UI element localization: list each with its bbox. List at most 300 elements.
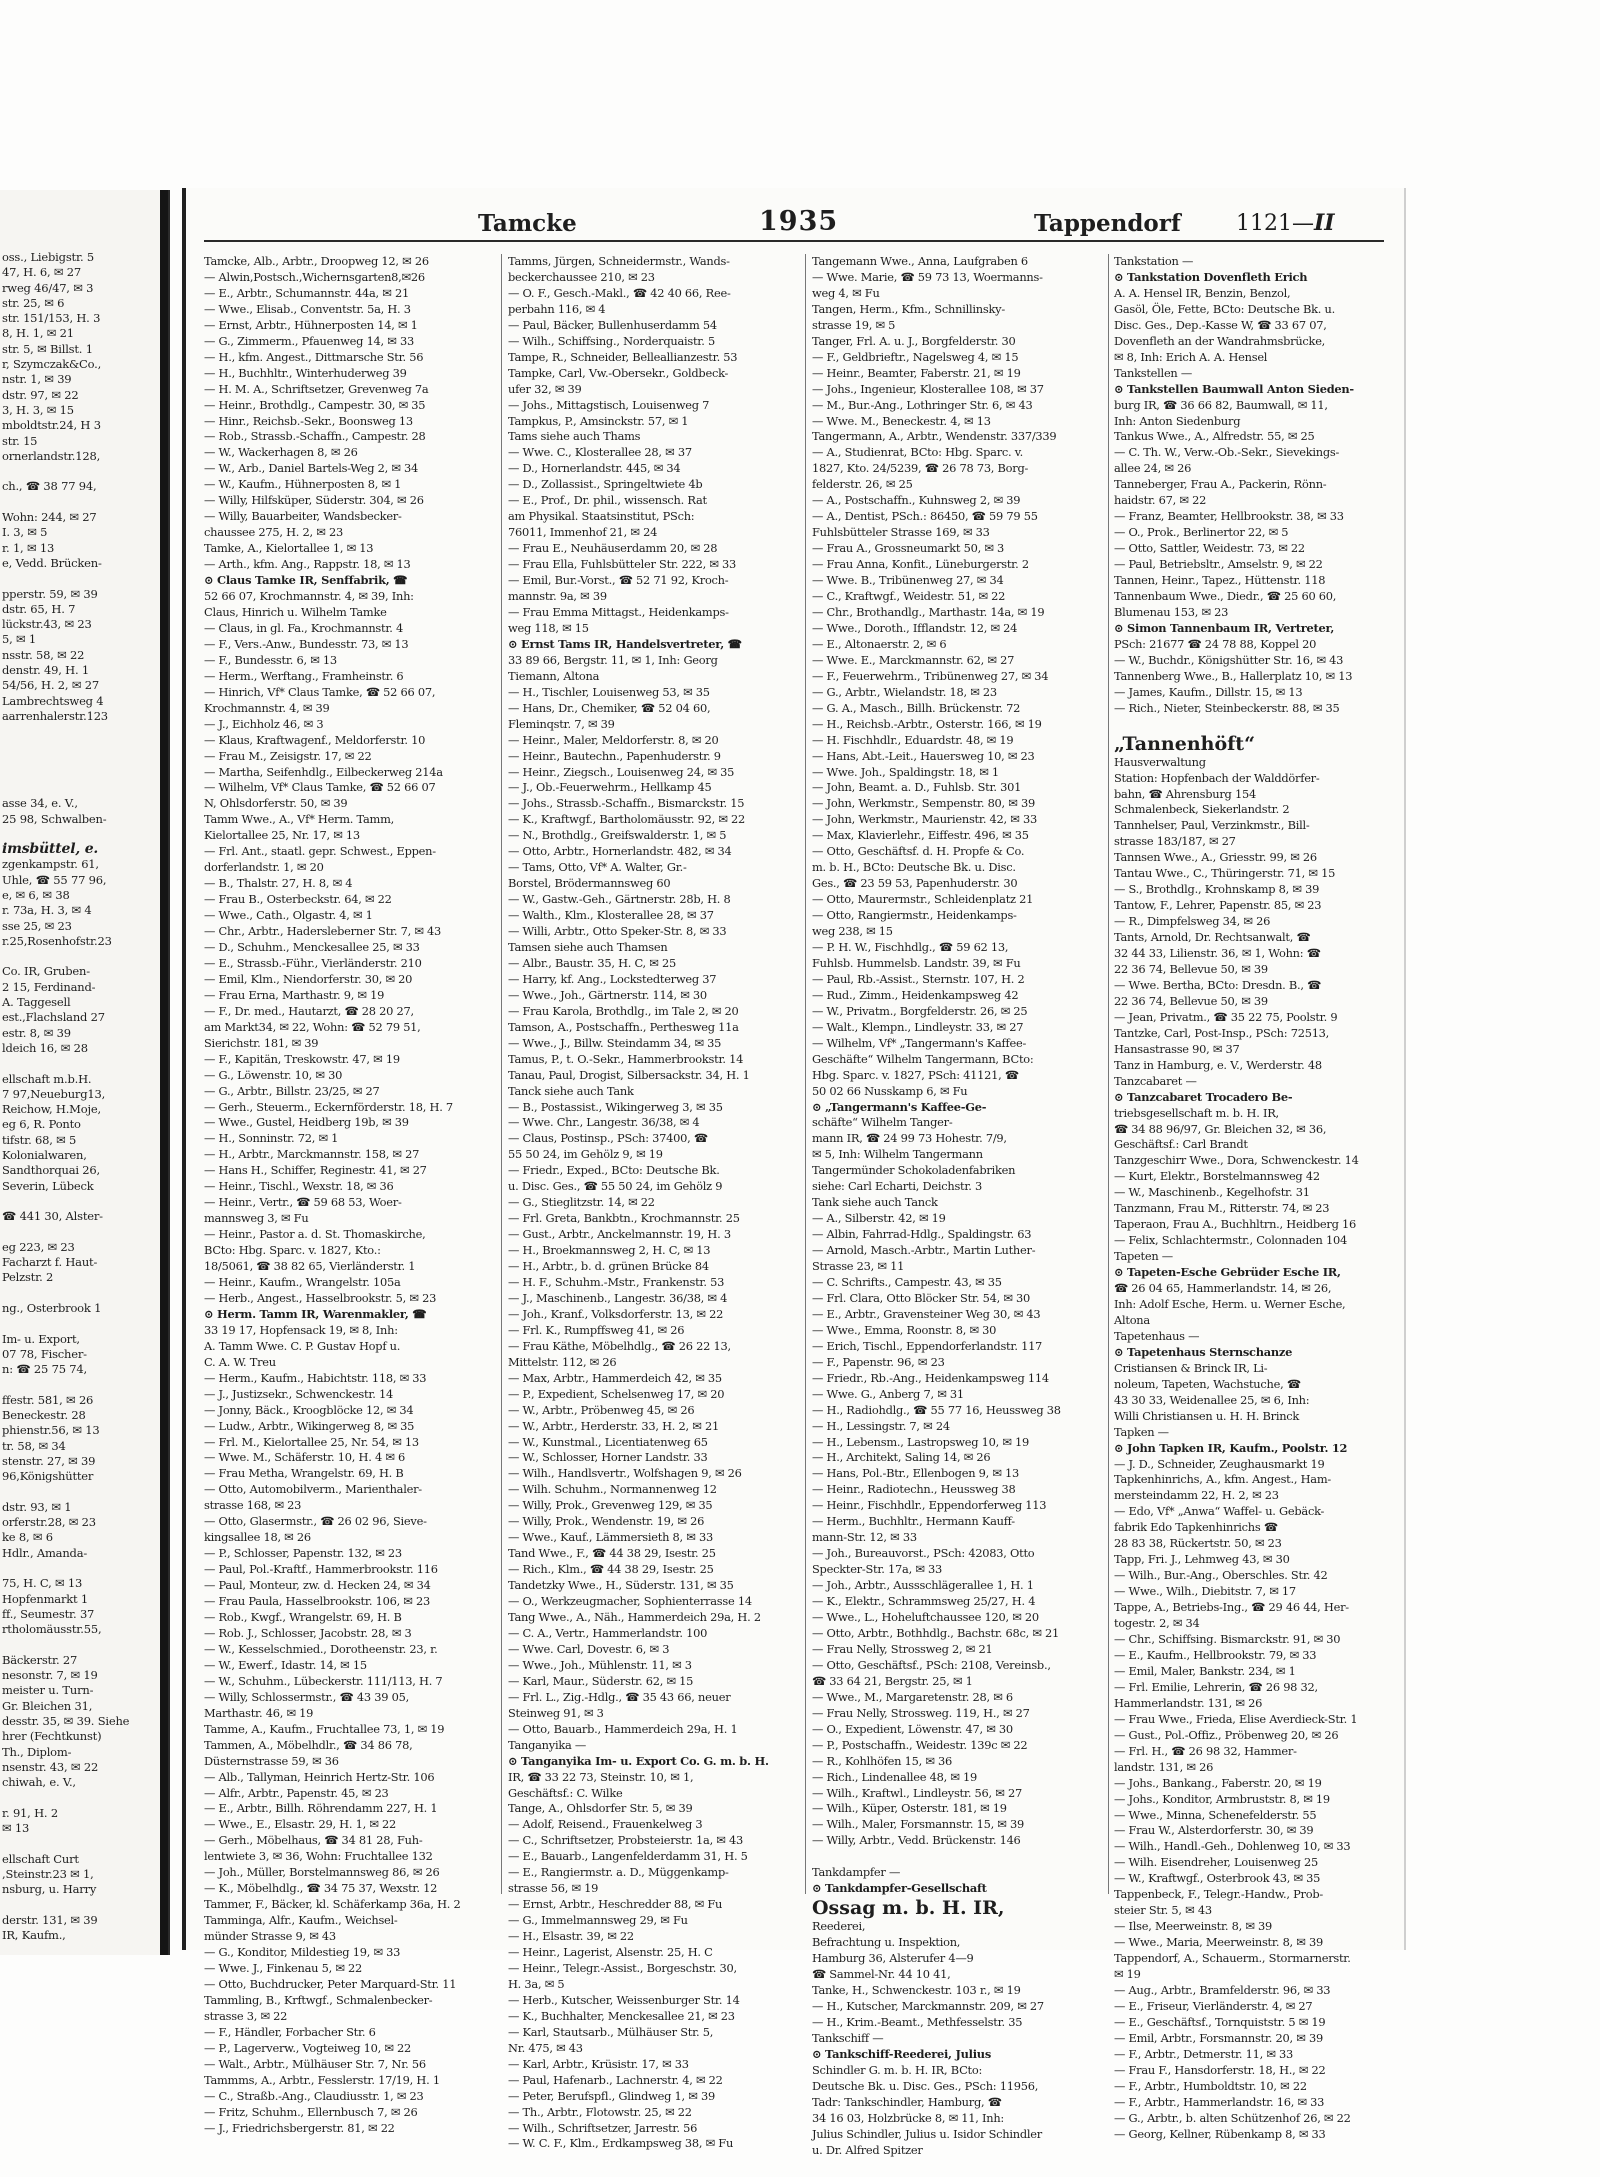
directory-entry: — Ernst, Arbtr., Heschredder 88, ✉ Fu (508, 1897, 723, 1912)
directory-entry: — Frau E., Neuhäuserdamm 20, ✉ 28 (508, 541, 718, 556)
directory-entry: — H., Reichsb.-Arbtr., Osterstr. 166, ✉ 19 (812, 716, 1042, 731)
directory-entry: u. Dr. Alfred Spitzer (812, 2142, 923, 2157)
directory-entry: — Heinr., Lagerist, Alsenstr. 25, H. C (508, 1945, 713, 1960)
directory-entry: 22 36 74, Bellevue 50, ✉ 39 (1114, 961, 1268, 976)
directory-entry: Schindler G. m. b. H. IR, BCto: (812, 2062, 983, 2077)
directory-entry: — Rob. J., Schlosser, Jacobstr. 28, ✉ 3 (204, 1625, 412, 1640)
directory-entry: — Ilse, Meerweinstr. 8, ✉ 39 (1114, 1919, 1273, 1934)
directory-entry: — Frau Metha, Wrangelstr. 69, H. B (204, 1466, 404, 1481)
directory-entry: — J. D., Schneider, Zeughausmarkt 19 (1114, 1456, 1325, 1471)
previous-page-line: Facharzt f. Haut- (2, 1255, 98, 1270)
directory-entry: — Karl, Arbtr., Krüsistr. 17, ✉ 33 (508, 2056, 689, 2071)
previous-page-line: Gr. Bleichen 31, (2, 1698, 93, 1713)
directory-entry: — Heinr., Fischhdlr., Eppendorferweg 113 (812, 1498, 1047, 1513)
directory-entry: — Frl. K., Rumpffsweg 41, ✉ 26 (508, 1322, 685, 1337)
previous-page-line (2, 1286, 152, 1301)
directory-entry: — Frau Erna, Marthastr. 9, ✉ 19 (204, 987, 385, 1002)
directory-entry: Tamson, A., Postschaffn., Perthesweg 11a (508, 1019, 739, 1034)
directory-entry: — Wwe., L., Hoheluftchaussee 120, ✉ 20 (812, 1610, 1039, 1625)
directory-entry: — Otto, Rangiermstr., Heidenkamps- (812, 908, 1017, 923)
previous-page-gap (2, 724, 152, 796)
directory-entry: — P., Schlosser, Papenstr. 132, ✉ 23 (204, 1546, 402, 1561)
previous-page-line: str. 25, ✉ 6 (2, 295, 65, 310)
directory-entry: — Frau B., Osterbeckstr. 64, ✉ 22 (204, 892, 392, 907)
previous-page-line: e, ✉ 6, ✉ 38 (2, 887, 70, 902)
directory-entry: ☎ 33 64 21, Bergstr. 25, ✉ 1 (812, 1673, 973, 1688)
directory-entry: — Wwe. Joh., Spaldingstr. 18, ✉ 1 (812, 764, 999, 779)
directory-entry: — Walt., Arbtr., Mülhäuser Str. 7, Nr. 56 (204, 2056, 426, 2071)
directory-entry: — Claus, in gl. Fa., Krochmannstr. 4 (204, 620, 404, 635)
directory-entry: Ossag m. b. H. IR, (812, 1897, 1005, 1920)
directory-entry: — Frau Emma Mittagst., Heidenkamps- (508, 604, 729, 619)
directory-entry: A. Tamm Wwe. C. P. Gustav Hopf u. (204, 1338, 401, 1353)
directory-entry: Tankus Wwe., A., Alfredstr. 55, ✉ 25 (1114, 429, 1315, 444)
previous-page-line (2, 1836, 152, 1851)
directory-entry: Tandetzky Wwe., H., Süderstr. 131, ✉ 35 (508, 1578, 734, 1593)
directory-entry: — Otto, Geschäftsf. d. H. Propfe & Co. (812, 844, 1025, 859)
directory-entry: — Wwe., Kauf., Lämmersieth 8, ✉ 33 (508, 1530, 713, 1545)
previous-page-line: IR, Kaufm., (2, 1928, 66, 1943)
directory-entry: ⊙ Tapetenhaus Sternschanze (1114, 1344, 1293, 1359)
directory-entry: Tang Wwe., A., Näh., Hammerdeich 29a, H. 2 (508, 1610, 761, 1625)
directory-entry: — Rob., Strassb.-Schaffn., Campestr. 28 (204, 429, 426, 444)
directory-entry: — Herm., Kaufm., Habichtstr. 118, ✉ 33 (204, 1370, 427, 1385)
previous-page-line: phienstr.56, ✉ 13 (2, 1423, 100, 1438)
column-divider (501, 254, 502, 1894)
directory-entry: — Joh., Arbtr., Aussschlägerallee 1, H. 1 (812, 1578, 1034, 1593)
directory-entry: — Wwe. M., Beneckestr. 4, ✉ 13 (812, 413, 991, 428)
directory-entry: — E., Prof., Dr. phil., wissensch. Rat (508, 493, 707, 508)
directory-entry: — W., Maschinenb., Kegelhofstr. 31 (1114, 1185, 1310, 1200)
directory-entry: — Frau Nelly, Strossweg. 119, H., ✉ 27 (812, 1705, 1030, 1720)
previous-page-line: nsburg, u. Harry (2, 1882, 97, 1897)
directory-entry: strasse 183/187, ✉ 27 (1114, 834, 1236, 849)
directory-entry: Blumenau 153, ✉ 23 (1114, 604, 1229, 619)
directory-entry: Geschäfte“ Wilhelm Tangermann, BCto: (812, 1051, 1034, 1066)
directory-entry: — Wwe. J., Finkenau 5, ✉ 22 (204, 1960, 363, 1975)
directory-entry: Tadr: Tankschindler, Hamburg, ☎ (812, 2094, 1002, 2109)
directory-entry: — Arnold, Masch.-Arbtr., Martin Luther- (812, 1243, 1036, 1258)
previous-page-line: Beneckestr. 28 (2, 1408, 86, 1423)
directory-entry: — Wilh., Handlsvertr., Wolfshagen 9, ✉ 26 (508, 1466, 742, 1481)
page-header (186, 202, 1404, 242)
directory-entry: — F., Arbtr., Detmerstr. 11, ✉ 33 (1114, 2046, 1294, 2061)
previous-page-line: chiwah, e. V., (2, 1775, 76, 1790)
directory-entry: — Chr., Brothandlg., Marthastr. 14a, ✉ 19 (812, 604, 1045, 619)
directory-entry: — James, Kaufm., Dillstr. 15, ✉ 13 (1114, 684, 1303, 699)
directory-entry: Marthastr. 46, ✉ 19 (204, 1705, 314, 1720)
directory-entry: ⊙ Tankstation Dovenfleth Erich (1114, 269, 1308, 284)
directory-entry: Tamms, Jürgen, Schneidermstr., Wands- (508, 254, 730, 268)
directory-entry: — Heinr., Telegr.-Assist., Borgeschstr. 30, (508, 1960, 737, 1975)
previous-page-line: 07 78, Fischer- (2, 1346, 87, 1361)
directory-entry: — Frl. Emilie, Lehrerin, ☎ 26 98 32, (1114, 1679, 1318, 1694)
directory-entry: felderstr. 26, ✉ 25 (812, 477, 913, 492)
directory-entry: — N., Brothdlg., Greifswalderstr. 1, ✉ 5 (508, 828, 727, 843)
directory-entry: ☎ 34 88 96/97, Gr. Bleichen 32, ✉ 36, (1114, 1121, 1327, 1136)
previous-page-line: Pelzstr. 2 (2, 1270, 54, 1285)
directory-entry: — Heinr., Ziegsch., Louisenweg 24, ✉ 35 (508, 764, 735, 779)
directory-entry: — Johs., Konditor, Armbruststr. 8, ✉ 19 (1114, 1791, 1330, 1806)
directory-entry: — C. Th. W., Verw.-Ob.-Sekr., Sievekings- (1114, 445, 1340, 460)
directory-entry: — John, Werkmstr., Sempenstr. 80, ✉ 39 (812, 796, 1035, 811)
directory-entry: ☎ 26 04 65, Hammerlandstr. 14, ✉ 26, (1114, 1281, 1332, 1296)
directory-entry: Hammerlandstr. 131, ✉ 26 (1114, 1695, 1263, 1710)
directory-entry: — Heinr., Brothdlg., Campestr. 30, ✉ 35 (204, 397, 426, 412)
previous-page-line: meister u. Turn- (2, 1683, 94, 1698)
directory-entry: siehe: Carl Echarti, Deichstr. 3 (812, 1179, 983, 1194)
directory-entry: — P. H. W., Fischhdlg., ☎ 59 62 13, (812, 939, 1009, 954)
directory-entry: — J., Ob.-Feuerwehrm., Hellkamp 45 (508, 780, 712, 795)
directory-entry: — G., Löwenstr. 10, ✉ 30 (204, 1067, 343, 1082)
previous-page-line: Hopfenmarkt 1 (2, 1591, 89, 1606)
directory-entry: — B., Postassist., Wikingerweg 3, ✉ 35 (508, 1099, 723, 1114)
previous-page-line: aarrenhalerstr.123 (2, 708, 108, 723)
directory-entry: Hausverwaltung (1114, 754, 1206, 769)
directory-entry: — G., Stieglitzstr. 14, ✉ 22 (508, 1195, 655, 1210)
directory-entry: — A., Dentist, PSch.: 86450, ☎ 59 79 55 (812, 509, 1038, 524)
directory-entry: — Frl. Ant., staatl. gepr. Schwest., Eppen- (204, 844, 436, 859)
directory-entry: bahn, ☎ Ahrensburg 154 (1114, 786, 1256, 801)
directory-entry: — Heinr., Vertr., ☎ 59 68 53, Woer- (204, 1195, 402, 1210)
directory-entry: — Paul, Rb.-Assist., Sternstr. 107, H. 2 (812, 971, 1025, 986)
directory-entry: am Markt34, ✉ 22, Wohn: ☎ 52 79 51, (204, 1019, 421, 1034)
directory-entry: Cristiansen & Brinck IR, Li- (1114, 1360, 1268, 1375)
directory-entry: PSch: 21677 ☎ 24 78 88, Koppel 20 (1114, 636, 1317, 651)
directory-entry: Borstel, Brödermannsweg 60 (508, 876, 671, 891)
directory-entry: Tanke, H., Schwenckestr. 103 r., ✉ 19 (812, 1982, 1021, 1997)
previous-page-line: r. 73a, H. 3, ✉ 4 (2, 903, 92, 918)
directory-entry: Inh: Adolf Esche, Herm. u. Werner Esche, (1114, 1297, 1346, 1311)
directory-entry: Tand Wwe., F., ☎ 44 38 29, Isestr. 25 (508, 1546, 716, 1561)
directory-entry: — Heinr., Tischl., Wexstr. 18, ✉ 36 (204, 1179, 394, 1194)
directory-entry: Tangermann, A., Arbtr., Wendenstr. 337/339 (812, 429, 1057, 444)
directory-entry: — Willy, Schlossermstr., ☎ 43 39 05, (204, 1689, 409, 1704)
directory-entry: Tapp, Fri. J., Lehmweg 43, ✉ 30 (1114, 1552, 1290, 1567)
directory-entry: Tankstation — (1114, 254, 1194, 268)
directory-entry: — Wilh., Schiffsing., Norderquaistr. 5 (508, 333, 715, 348)
directory-entry: — E., Strassb.-Führ., Vierländerstr. 210 (204, 955, 422, 970)
directory-entry: strasse 19, ✉ 5 (812, 317, 896, 332)
directory-entry: Deutsche Bk. u. Disc. Ges., PSch: 11956, (812, 2078, 1039, 2093)
header-rule (204, 240, 1384, 242)
directory-entry: — Otto, Bauarb., Hammerdeich 29a, H. 1 (508, 1721, 738, 1736)
directory-entry: mannsweg 3, ✉ Fu (204, 1211, 309, 1226)
previous-page-line: rtholomäusstr.55, (2, 1622, 102, 1637)
previous-page-text (2, 250, 152, 1943)
previous-page-line: ellschaft Curt (2, 1851, 79, 1866)
directory-entry: — E., Arbtr., Gravensteiner Weg 30, ✉ 43 (812, 1306, 1041, 1321)
directory-entry: ⊙ Tanzcabaret Trocadero Be- (1114, 1089, 1293, 1104)
directory-entry: — Herm., Werftang., Framheinstr. 6 (204, 668, 404, 683)
column-1 (204, 254, 494, 2135)
directory-entry: — E., Geschäftsf., Tornquiststr. 5 ✉ 19 (1114, 2014, 1326, 2029)
previous-page-line: rweg 46/47, ✉ 3 (2, 280, 94, 295)
previous-page-line: dstr. 97, ✉ 22 (2, 387, 79, 402)
directory-entry: — G., Arbtr., b. alten Schützenhof 26, ✉ 22 (1114, 2110, 1351, 2125)
directory-entry: Tapkenhinrichs, A., kfm. Angest., Ham- (1114, 1472, 1331, 1487)
directory-entry: Fuhlsbütteler Strasse 169, ✉ 33 (812, 525, 990, 540)
directory-entry: — C., Kraftwgf., Weidestr. 51, ✉ 22 (812, 589, 1006, 604)
directory-entry: — J., Maschinenb., Langestr. 36/38, ✉ 4 (508, 1290, 728, 1305)
directory-entry: — Wwe. B., Tribünenweg 27, ✉ 34 (812, 573, 1004, 588)
directory-entry: — G. A., Masch., Billh. Brückenstr. 72 (812, 700, 1021, 715)
directory-entry: — O., Werkzeugmacher, Sophienterrasse 14 (508, 1594, 752, 1609)
directory-entry: Tanz in Hamburg, e. V., Werderstr. 48 (1114, 1057, 1322, 1072)
directory-entry: — P., Postschaffn., Weidestr. 139c ✉ 22 (812, 1737, 1028, 1752)
page-number-value: 1121— (1236, 211, 1314, 236)
directory-entry: — Hans, Abt.-Leit., Hauersweg 10, ✉ 23 (812, 748, 1035, 763)
directory-entry: — Otto, Maurermstr., Schleidenplatz 21 (812, 892, 1034, 907)
previous-page-line: eg 223, ✉ 23 (2, 1239, 75, 1254)
previous-page-line: 7 97,Neueburg13, (2, 1086, 106, 1101)
directory-entry: Claus, Hinrich u. Wilhelm Tamke (204, 604, 387, 619)
directory-entry: — Heinr., Maler, Meldorferstr. 8, ✉ 20 (508, 732, 719, 747)
directory-entry: — Wilh. Schuhm., Normannenweg 12 (508, 1482, 717, 1497)
directory-entry: Tamsen siehe auch Thamsen (508, 939, 668, 954)
directory-entry: Inh: Anton Siedenburg (1114, 413, 1241, 428)
directory-entry: — Wwe., Wilh., Diebitstr. 7, ✉ 17 (1114, 1584, 1296, 1599)
directory-entry: Taperaon, Frau A., Buchhltrn., Heidberg 16 (1114, 1217, 1357, 1232)
previous-page-line: sse 25, ✉ 23 (2, 918, 72, 933)
previous-page-line: orferstr.28, ✉ 23 (2, 1515, 96, 1530)
directory-entry: — Wilh., Kraftwl., Lindleystr. 56, ✉ 27 (812, 1785, 1022, 1800)
column-2 (508, 254, 800, 2151)
previous-page-line: r, Szymczak&Co., (2, 357, 102, 372)
directory-entry: fabrik Edo Tapkenhinrichs ☎ (1114, 1520, 1278, 1535)
previous-page-line: 75, H. C, ✉ 13 (2, 1576, 83, 1591)
directory-entry: — Joh., Müller, Borstelmannsweg 86, ✉ 26 (204, 1865, 440, 1880)
directory-entry: — Gerh., Steuerm., Eckernförderstr. 18, H. 7 (204, 1099, 453, 1114)
directory-entry: — Th., Arbtr., Flotowstr. 25, ✉ 22 (508, 2104, 692, 2119)
directory-entry: strasse 3, ✉ 22 (204, 2008, 288, 2023)
directory-entry: — R., Kohlhöfen 15, ✉ 36 (812, 1753, 952, 1768)
directory-entry: — E., Arbtr., Schumannstr. 44a, ✉ 21 (204, 285, 409, 300)
previous-page-line: Sandthorquai 26, (2, 1163, 100, 1178)
previous-page-line: imsbüttel, e. (2, 841, 99, 858)
directory-entry: perbahn 116, ✉ 4 (508, 301, 606, 316)
directory-entry: 18/5061, ☎ 38 82 65, Vierländerstr. 1 (204, 1259, 416, 1274)
directory-entry: Ges., ☎ 23 59 53, Papenhuderstr. 30 (812, 876, 1018, 891)
directory-entry: Krochmannstr. 4, ✉ 39 (204, 700, 330, 715)
directory-entry: — Arth., kfm. Ang., Rappstr. 18, ✉ 13 (204, 557, 411, 572)
previous-page-line: lückstr.43, ✉ 23 (2, 617, 92, 632)
directory-entry: — B., Thalstr. 27, H. 8, ✉ 4 (204, 876, 353, 891)
directory-entry: — D., Hornerlandstr. 445, ✉ 34 (508, 461, 681, 476)
directory-entry: — Wwe., Minna, Schenefelderstr. 55 (1114, 1807, 1317, 1822)
directory-entry: ✉ 19 (1114, 1967, 1141, 1982)
column-divider (1108, 254, 1109, 1894)
directory-entry: — Heinr., Beamter, Faberstr. 21, ✉ 19 (812, 365, 1021, 380)
directory-entry: Tammingа, Alfr., Kaufm., Weichsel- (204, 1913, 398, 1928)
directory-entry: — J., Eichholz 46, ✉ 3 (204, 716, 324, 731)
directory-entry: ⊙ Ernst Tams IR, Handelsvertreter, ☎ (508, 636, 742, 651)
directory-entry: Tanzgeschirr Wwe., Dora, Schwenckestr. 14 (1114, 1153, 1359, 1168)
previous-page-line: dstr. 93, ✉ 1 (2, 1499, 72, 1514)
directory-entry: ☎ Sammel-Nr. 44 10 41, (812, 1967, 951, 1982)
directory-entry: — Frau F., Hansdorferstr. 18, H., ✉ 22 (1114, 2062, 1326, 2077)
directory-entry: — Alfr., Arbtr., Papenstr. 45, ✉ 23 (204, 1785, 389, 1800)
directory-entry: — H., Tischler, Louisenweg 53, ✉ 35 (508, 684, 710, 699)
previous-page-line: ch., ☎ 38 77 94, (2, 479, 97, 494)
directory-entry: Tamme, A., Kaufm., Fruchtallee 73, 1, ✉ 19 (204, 1721, 445, 1736)
directory-entry: — Max, Arbtr., Hammerdeich 42, ✉ 35 (508, 1370, 722, 1385)
directory-entry: ⊙ John Tapken IR, Kaufm., Poolstr. 12 (1114, 1440, 1348, 1455)
directory-entry: noleum, Tapeten, Wachstuche, ☎ (1114, 1376, 1301, 1391)
directory-entry: — Willy, Hilfsküper, Süderstr. 304, ✉ 26 (204, 493, 424, 508)
directory-entry: — E., Arbtr., Billh. Röhrendamm 227, H. 1 (204, 1801, 438, 1816)
directory-entry: — Johs., Ingenieur, Klosterallee 108, ✉ 37 (812, 381, 1044, 396)
directory-entry: Gasöl, Öle, Fette, BCto: Deutsche Bk. u. (1114, 301, 1335, 316)
previous-page-edge (0, 190, 170, 1955)
directory-entry: — Friedr., Exped., BCto: Deutsche Bk. (508, 1163, 720, 1178)
directory-entry: ⊙ Simon Tannenbaum IR, Vertreter, (1114, 620, 1335, 635)
directory-entry: Tannsen Wwe., A., Griesstr. 99, ✉ 26 (1114, 850, 1317, 865)
previous-page-line: zgenkampstr. 61, (2, 857, 99, 872)
previous-page-line: eg 6, R. Ponto (2, 1117, 81, 1132)
previous-page-line: ldeich 16, ✉ 28 (2, 1040, 88, 1055)
directory-entry: 55 50 24, im Gehölz 9, ✉ 19 (508, 1147, 663, 1162)
directory-entry: mann IR, ☎ 24 99 73 Hohestr. 7/9, (812, 1131, 1007, 1146)
directory-entry: — Johs., Mittagstisch, Louisenweg 7 (508, 397, 710, 412)
directory-entry: mersteindamm 22, H. 2, ✉ 23 (1114, 1488, 1279, 1503)
directory-entry: — Heinr., Radiotechn., Heussweg 38 (812, 1482, 1016, 1497)
directory-entry: ✉ 8, Inh: Erich A. A. Hensel (1114, 349, 1268, 364)
previous-page-line: ☎ 441 30, Alster- (2, 1209, 103, 1224)
directory-entry: — Frl. Clara, Otto Blöcker Str. 54, ✉ 30 (812, 1290, 1031, 1305)
previous-page-line: dstr. 65, H. 7 (2, 601, 76, 616)
directory-entry: — W., Ewerf., Idastr. 14, ✉ 15 (204, 1657, 367, 1672)
previous-page-line: 54/56, H. 2, ✉ 27 (2, 678, 99, 693)
previous-page-line: e, Vedd. Brücken- (2, 555, 102, 570)
directory-entry: — E., Bauarb., Langenfelderdamm 31, H. 5 (508, 1849, 748, 1864)
directory-entry: — Wwe., J., Billw. Steindamm 34, ✉ 35 (508, 1035, 722, 1050)
previous-page-line (2, 1638, 152, 1653)
directory-entry: — Emil, Bur.-Vorst., ☎ 52 71 92, Kroch- (508, 573, 729, 588)
directory-entry: — K., Elektr., Schrammsweg 25/27, H. 4 (812, 1594, 1036, 1609)
directory-entry: — Otto, Glasermstr., ☎ 26 02 96, Sieve- (204, 1514, 427, 1529)
column-divider (805, 254, 806, 1894)
directory-entry: allee 24, ✉ 26 (1114, 461, 1192, 476)
directory-entry: — F., Bundesstr. 6, ✉ 13 (204, 652, 337, 667)
directory-entry: — Wwe., E., Elsastr. 29, H. 1, ✉ 22 (204, 1817, 397, 1832)
directory-entry: Kielortallee 25, Nr. 17, ✉ 13 (204, 828, 360, 843)
directory-entry: — Walt., Klempn., Lindleystr. 33, ✉ 27 (812, 1019, 1024, 1034)
previous-page-line: ffestr. 581, ✉ 26 (2, 1392, 94, 1407)
directory-entry: Tams siehe auch Thams (508, 429, 641, 444)
previous-page-line (2, 1056, 152, 1071)
directory-entry: ufer 32, ✉ 39 (508, 381, 582, 396)
directory-entry: — Otto, Geschäftsf., PSch: 2108, Vereinsb., (812, 1657, 1051, 1672)
directory-entry: Dovenfleth an der Wandrahmsbrücke, (1114, 333, 1326, 348)
directory-entry: — Rich., Nieter, Steinbeckerstr. 88, ✉ 35 (1114, 700, 1340, 715)
directory-entry: — Harry, kf. Ang., Lockstedterweg 37 (508, 971, 717, 986)
directory-entry: Tanganyika — (508, 1737, 587, 1752)
directory-entry: — F., Kapitän, Treskowstr. 47, ✉ 19 (204, 1051, 400, 1066)
directory-entry: — W., Kraftwgf., Osterbrook 43, ✉ 35 (1114, 1871, 1321, 1886)
previous-page-line: Reichow, H.Moje, (2, 1102, 101, 1117)
directory-entry: N, Ohlsdorferstr. 50, ✉ 39 (204, 796, 348, 811)
directory-entry: Tammen, A., Möbelhdlr., ☎ 34 86 78, (204, 1737, 413, 1752)
directory-entry: — Willy, Bauarbeiter, Wandsbecker- (204, 509, 402, 524)
directory-entry: — H. Fischhdlr., Eduardstr. 48, ✉ 19 (812, 732, 1014, 747)
directory-entry: — S., Brothdlg., Krohnskamp 8, ✉ 39 (1114, 882, 1320, 897)
directory-entry: — K., Buchhalter, Menckesallee 21, ✉ 23 (508, 2008, 735, 2023)
directory-entry: — Willy, Prok., Wendenstr. 19, ✉ 26 (508, 1514, 705, 1529)
directory-entry: — A., Postschaffn., Kuhnsweg 2, ✉ 39 (812, 493, 1021, 508)
directory-page (182, 188, 1404, 2157)
directory-entry: — Wilh., Handl.-Geh., Dohlenweg 10, ✉ 33 (1114, 1839, 1351, 1854)
directory-entry: Tamm Wwe., A., Vf* Herm. Tamm, (204, 812, 395, 827)
directory-entry: — W., Arbtr., Pröbenweg 45, ✉ 26 (508, 1402, 695, 1417)
directory-entry: — Wilhelm, Vf* „Tangermann's Kaffee- (812, 1035, 1027, 1050)
directory-entry: — H., Kutscher, Marckmannstr. 209, ✉ 27 (812, 1998, 1044, 2013)
directory-entry: BCto: Hbg. Sparc. v. 1827, Kto.: (204, 1243, 381, 1258)
previous-page-line: str. 15 (2, 433, 38, 448)
previous-page-line: r. 91, H. 2 (2, 1805, 58, 1820)
directory-entry: 33 19 17, Hopfensack 19, ✉ 8, Inh: (204, 1322, 398, 1337)
directory-entry: — Wwe. M., Schäferstr. 10, H. 4 ✉ 6 (204, 1450, 405, 1465)
directory-entry: — Herm., Buchhltr., Hermann Kauff- (812, 1514, 1015, 1529)
directory-entry: — H., Arbtr., b. d. grünen Brücke 84 (508, 1259, 709, 1274)
directory-entry: — H., Sonninstr. 72, ✉ 1 (204, 1131, 339, 1146)
directory-entry: — Frau Ella, Fuhlsbütteler Str. 222, ✉ 33 (508, 557, 736, 572)
previous-page-line: Lambrechtsweg 4 (2, 693, 104, 708)
directory-entry: — F., Arbtr., Hammerlandstr. 16, ✉ 33 (1114, 2094, 1325, 2109)
previous-page-line: A. Taggesell (2, 995, 71, 1010)
directory-entry: — C. Schrifts., Campestr. 43, ✉ 35 (812, 1275, 1002, 1289)
previous-page-line: 5, ✉ 1 (2, 632, 37, 647)
directory-entry: Hamburg 36, Alsterufer 4—9 (812, 1951, 974, 1966)
directory-entry: Fleminqstr. 7, ✉ 39 (508, 716, 615, 731)
header-last-entry: Tappendorf (1034, 210, 1181, 237)
directory-entry: Tange, A., Ohlsdorfer Str. 5, ✉ 39 (508, 1801, 693, 1816)
directory-entry: — Paul, Monteur, zw. d. Hecken 24, ✉ 34 (204, 1578, 431, 1593)
directory-entry: Tanneberger, Frau A., Packerin, Rönn- (1114, 477, 1327, 492)
directory-entry: 1827, Kto. 24/5239, ☎ 26 78 73, Borg- (812, 461, 1029, 476)
directory-entry: Tannen, Heinr., Tapez., Hüttenstr. 118 (1114, 573, 1326, 588)
directory-entry: strasse 56, ✉ 19 (508, 1881, 599, 1896)
directory-entry: — K., Kraftwgf., Bartholomäusstr. 92, ✉ 22 (508, 812, 746, 827)
directory-entry: Geschäftsf.: Carl Brandt (1114, 1137, 1248, 1152)
directory-entry: Tankdampfer — (812, 1865, 901, 1880)
directory-entry: — Rud., Zimm., Heidenkampsweg 42 (812, 987, 1019, 1002)
directory-entry: IR, ☎ 33 22 73, Steinstr. 10, ✉ 1, (508, 1769, 694, 1784)
directory-entry: — P., Expedient, Schelsenweg 17, ✉ 20 (508, 1386, 725, 1401)
directory-entry: — R., Dimpfelsweg 34, ✉ 26 (1114, 914, 1271, 929)
directory-entry: — Willy, Prok., Grevenweg 129, ✉ 35 (508, 1498, 713, 1513)
previous-page-line: I. 3, ✉ 5 (2, 525, 48, 540)
directory-entry: kingsallee 18, ✉ 26 (204, 1530, 311, 1545)
previous-page-line: hrer (Fechtkunst) (2, 1729, 102, 1744)
directory-entry: — Otto, Sattler, Weidestr. 73, ✉ 22 (1114, 541, 1305, 556)
directory-entry: — Johs., Strassb.-Schaffn., Bismarckstr. 15 (508, 796, 745, 811)
previous-page-line (2, 1377, 152, 1392)
previous-page-line (2, 571, 152, 586)
directory-entry: — Frau Karola, Brothdlg., im Tale 2, ✉ 20 (508, 1003, 739, 1018)
directory-entry: — Wilh., Bur.-Ang., Oberschles. Str. 42 (1114, 1568, 1328, 1583)
directory-entry: Tamke, A., Kielortallee 1, ✉ 13 (204, 541, 374, 556)
previous-page-line: nsenstr. 43, ✉ 22 (2, 1759, 99, 1774)
directory-entry: — Hans H., Schiffer, Reginestr. 41, ✉ 27 (204, 1163, 427, 1178)
directory-entry: Speckter-Str. 17a, ✉ 33 (812, 1562, 942, 1577)
directory-entry: ⊙ Tankdampfer-Gesellschaft (812, 1881, 987, 1896)
previous-page-line: ff., Seumestr. 37 (2, 1606, 95, 1621)
directory-entry: lentwiete 3, ✉ 36, Wohn: Fruchtallee 132 (204, 1849, 433, 1864)
directory-entry: — Franz, Beamter, Hellbrookstr. 38, ✉ 33 (1114, 509, 1344, 524)
previous-page-line: tifstr. 68, ✉ 5 (2, 1132, 77, 1147)
directory-entry: — Frau Paula, Hasselbrookstr. 106, ✉ 23 (204, 1594, 430, 1609)
